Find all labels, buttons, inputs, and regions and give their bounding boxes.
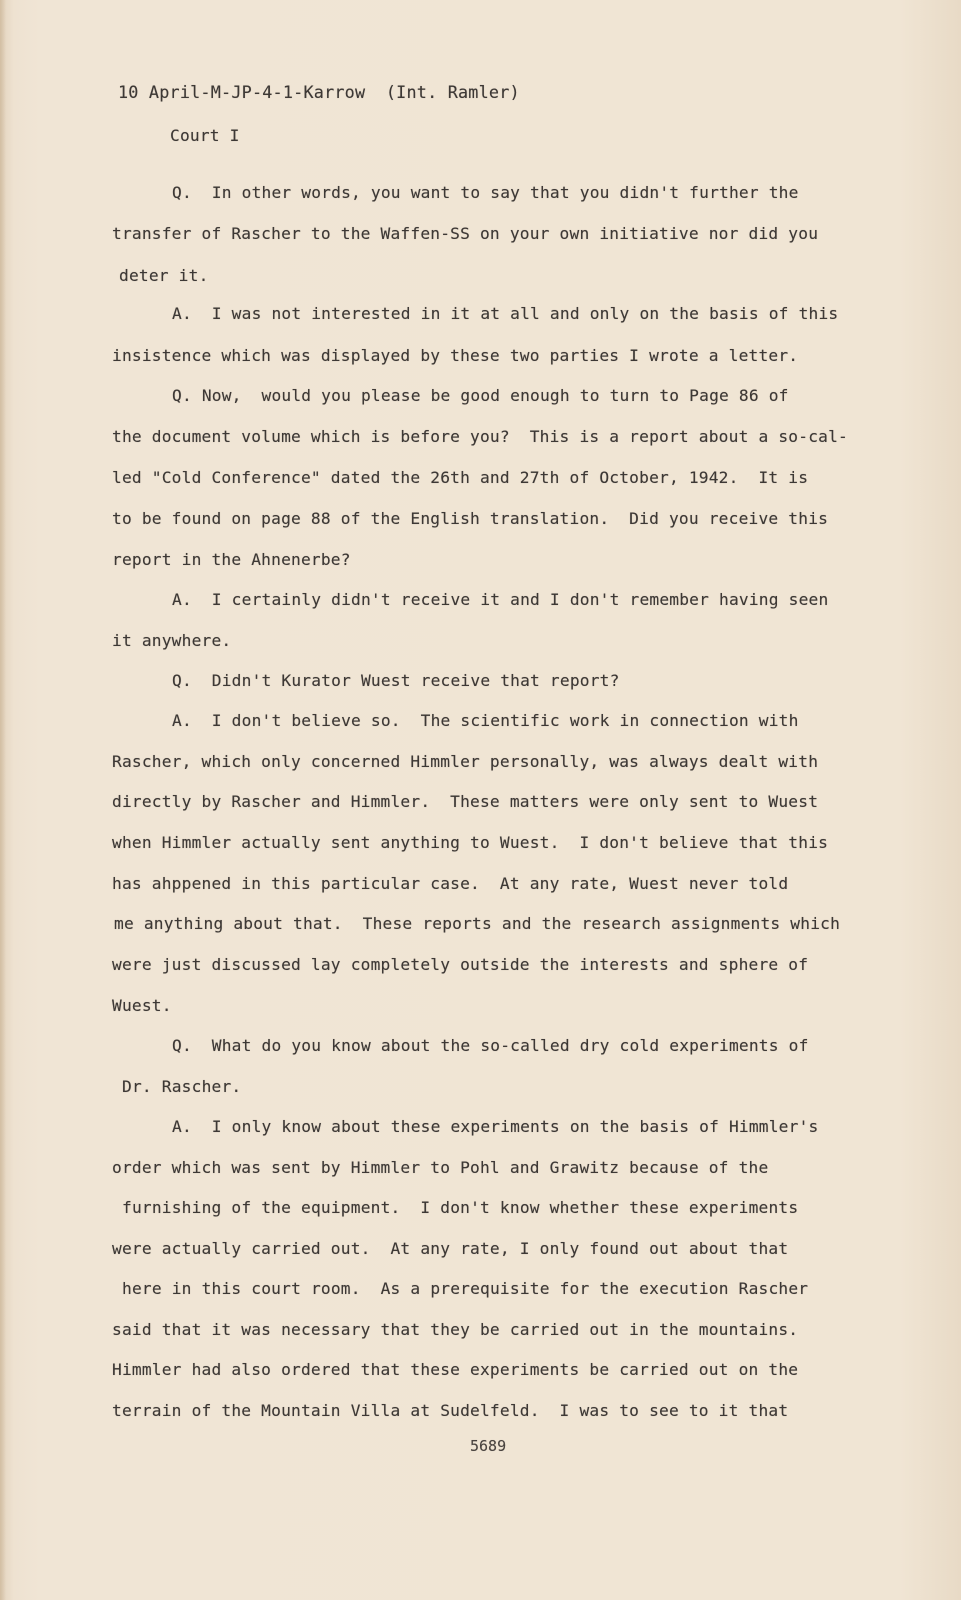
transcript-line: the document volume which is before you? This is a report about a so-cal-	[112, 427, 848, 446]
transcript-line: insistence which was displayed by these two parties I wrote a letter.	[112, 346, 799, 365]
transcript-line: deter it.	[119, 266, 209, 285]
transcript-line: said that it was necessary that they be carried out in the mountains.	[112, 1320, 799, 1339]
transcript-line: Wuest.	[112, 996, 172, 1015]
transcript-line: transfer of Rascher to the Waffen-SS on your own initiative nor did you	[112, 224, 819, 243]
transcript-line: A. I only know about these experiments on the basis of Himmler's	[172, 1117, 819, 1136]
transcript-line: Dr. Rascher.	[122, 1077, 242, 1096]
page-edge-shadow	[0, 0, 6, 1600]
transcript-line: Q. What do you know about the so-called dry cold experiments of	[172, 1036, 809, 1055]
transcript-line: order which was sent by Himmler to Pohl and Grawitz because of the	[112, 1158, 769, 1177]
transcript-line: were just discussed lay completely outside the interests and sphere of	[112, 955, 809, 974]
transcript-line: Q. Didn't Kurator Wuest receive that report?	[172, 671, 620, 690]
transcript-line: here in this court room. As a prerequisite for the execution Rascher	[122, 1279, 809, 1298]
transcript-line: A. I was not interested in it at all and only on the basis of this	[172, 304, 839, 323]
transcript-line: to be found on page 88 of the English translation. Did you receive this	[112, 509, 829, 528]
transcript-line: led "Cold Conference" dated the 26th and 27th of October, 1942. It is	[112, 468, 809, 487]
transcript-line: Q. In other words, you want to say that you didn't further the	[172, 183, 799, 202]
transcript-line: directly by Rascher and Himmler. These matters were only sent to Wuest	[112, 792, 819, 811]
page-header: 10 April-M-JP-4-1-Karrow (Int. Ramler)	[118, 82, 520, 102]
transcript-line: furnishing of the equipment. I don't know whether these experiments	[122, 1198, 799, 1217]
transcript-line: Rascher, which only concerned Himmler personally, was always dealt with	[112, 752, 819, 771]
transcript-line: it anywhere.	[112, 631, 232, 650]
transcript-line: when Himmler actually sent anything to Wuest. I don't believe that this	[112, 833, 829, 852]
transcript-line: report in the Ahnenerbe?	[112, 550, 351, 569]
page-number: 5689	[470, 1437, 507, 1455]
transcript-line: has ahppened in this particular case. At any rate, Wuest never told	[112, 874, 789, 893]
transcript-line: were actually carried out. At any rate, I only found out about that	[112, 1239, 789, 1258]
court-label: Court I	[170, 126, 240, 145]
transcript-line: Himmler had also ordered that these experiments be carried out on the	[112, 1360, 799, 1379]
transcript-line: A. I don't believe so. The scientific work in connection with	[172, 711, 799, 730]
transcript-line: A. I certainly didn't receive it and I don't remember having seen	[172, 590, 829, 609]
transcript-line: terrain of the Mountain Villa at Sudelfeld. I was to see to it that	[112, 1401, 789, 1420]
transcript-line: me anything about that. These reports and the research assignments which	[114, 914, 841, 933]
transcript-line: Q. Now, would you please be good enough to turn to Page 86 of	[172, 386, 789, 405]
